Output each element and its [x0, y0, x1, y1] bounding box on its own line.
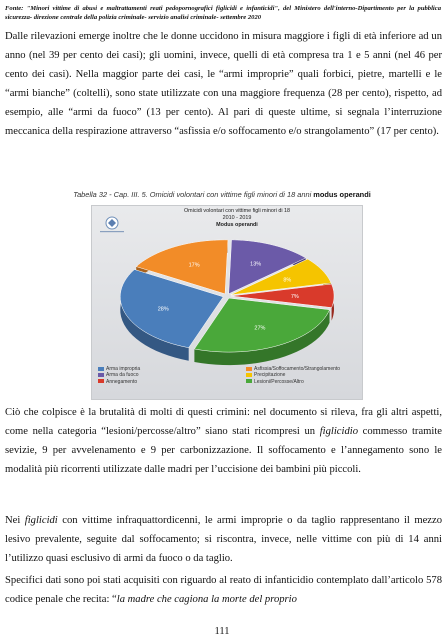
paragraph-4-emphasis: la madre che cagiona la morte del proprio: [116, 594, 297, 605]
figure-caption: [0, 190, 444, 199]
paragraph-4: [5, 571, 442, 609]
legend-label: Arma impropria: [106, 366, 141, 372]
legend-annegamento: [98, 379, 137, 385]
paragraph-1: Dalle rilevazioni emerge inoltre che le donne uccidono in misura maggiore i figli di età inferiore ad un anno (nel 39 per cento dei casi); gli uomini, invece, quelli di età compresa tra 1 e 5 anni (nel 46 per cento dei casi). Nella maggior parte dei casi, le “armi improprie” quali forbici, pietre, martelli e le “armi bianche” (coltelli), sono state utilizzate con una maggiore frequenza (28 per cento), rispetto, ad esempio, alle “armi da fuoco” (13 per cento). Al pari di queste ultime, si segnala l’interruzione meccanica della respirazione attraverso “asfissia e/o soffocamento e/o strangolamento” (17 per cento).: [5, 31, 442, 137]
legend-swatch: [98, 379, 104, 383]
legend-swatch: [246, 367, 252, 371]
paragraph-3-text-b: con vittime infraquattordicenni, le armi improprie o da taglio rappresentano il mezzo lesivo prevalente, seguite dal soffocamento; si riscontra, invece, nelle vittime con più di 14 anni l’utilizzo quasi esclusivo di armi da fuoco o da taglio.: [5, 515, 442, 564]
paragraph-2-emphasis: figlicidio: [319, 426, 358, 437]
caption-suffix: modus operandi: [311, 190, 371, 199]
paragraph-2: [5, 403, 442, 479]
slice-asfissia-label: 17%: [188, 262, 200, 269]
caption-prefix: Tabella 32 - Cap. III. 5. Omicidi volontari con vittime figli minori di 18 anni: [73, 190, 312, 199]
slice-arma-da-fuoco-label: 13%: [250, 261, 262, 268]
paragraph-3-emphasis: figlicidi: [24, 515, 58, 526]
legend-label: Annegamento: [106, 378, 138, 385]
page-number: 111: [214, 626, 230, 637]
paragraph-3-text-a: Nei: [5, 515, 25, 526]
slice-precipitazione-label: 8%: [283, 277, 292, 284]
chart-subtitle-2: Modus operandi: [216, 222, 258, 228]
paragraph-4-text-a: Specifici dati sono poi stati acquisiti con riguardo al reato di infanticidio contemplato dall’articolo 578 codice penale che recita: “: [5, 575, 442, 605]
legend-swatch: [246, 373, 252, 377]
legend-lesioni: [246, 379, 304, 385]
paragraph-2-text-b: commesso tramite sevizie, 9 per avvelenamento e 9 per carbonizzazione. Il soffocamento e l’annegamento sono le modalità più ricorrenti utilizzate dalle madri per l’uccisione dei bambini più piccoli.: [5, 426, 442, 475]
legend-label: Lesioni/Percosse/Altro: [254, 378, 304, 385]
paragraph-3: [5, 511, 442, 568]
legend-label: Asfissia/Soffocamento/Strangolamento: [254, 366, 341, 372]
slice-arma-impropria-label: 28%: [157, 306, 169, 313]
legend-swatch: [246, 379, 252, 383]
legend-label: Precipitazione: [254, 372, 286, 379]
pie-chart-figure: [91, 205, 363, 400]
paragraph-2-text-a: Ciò che colpisce è la brutalità di molti di questi crimini: nel documento si rileva, fra gli altri aspetti, come nella categoria “lesioni/percosse/altro” siano stati ricompresi un: [5, 407, 442, 437]
source-note: Fonte: "Minori vittime di abusi e maltrattamenti reati pedopornografici figlicidi e infanticidi", del Ministero dell'interno-Dipartimento per la pubblica sicurezza- direzione centrale della polizia criminale- servizio analisi criminale- settembre 2020: [5, 5, 441, 21]
legend-swatch: [98, 367, 104, 371]
legend-label: Arma da fuoco: [106, 372, 139, 379]
slice-lesioni-label: 27%: [254, 325, 266, 332]
slice-annegamento-label: 7%: [290, 293, 299, 300]
chart-title: Omicidi volontari con vittime figli minori di 18: [183, 208, 291, 214]
chart-subtitle: 2010 - 2019: [222, 215, 252, 221]
legend-swatch: [98, 373, 104, 377]
